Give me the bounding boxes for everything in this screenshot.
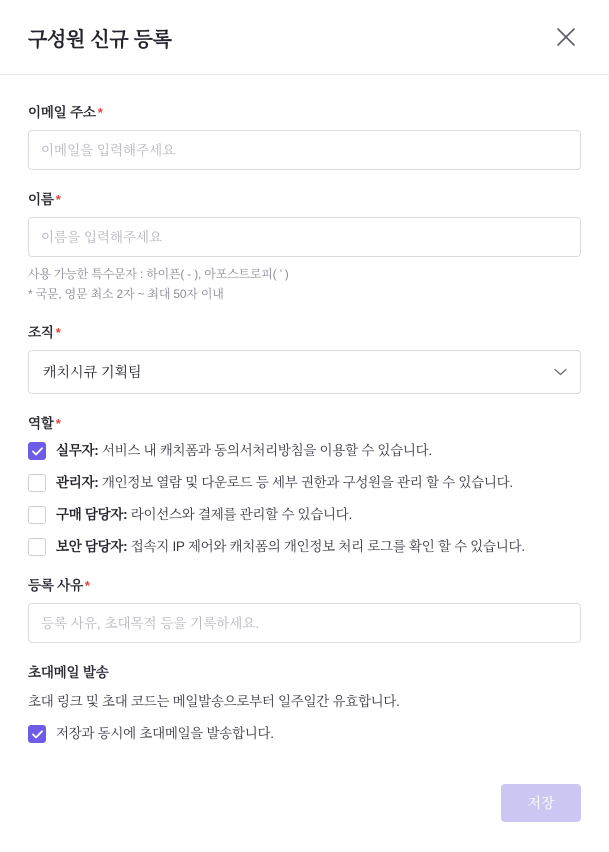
role-checkbox-admin[interactable] xyxy=(28,474,46,492)
organization-selected-value: 캐치시큐 기획팀 xyxy=(43,364,142,380)
organization-label xyxy=(28,321,581,341)
required-marker: * xyxy=(55,192,61,207)
name-label xyxy=(28,188,581,208)
role-checkbox-practitioner[interactable] xyxy=(28,442,46,460)
role-row-security[interactable] xyxy=(28,537,581,556)
role-desc-admin: 개인정보 열람 및 다운로드 등 세부 권한과 구성원을 관리 할 수 있습니다. xyxy=(98,475,513,490)
organization-select[interactable] xyxy=(28,350,581,394)
reason-input[interactable] xyxy=(28,603,581,643)
close-icon[interactable] xyxy=(551,22,581,52)
roles-label xyxy=(28,412,581,432)
required-marker: * xyxy=(84,578,90,593)
role-name-admin: 관리자: xyxy=(56,475,99,490)
name-hint-special-chars: 사용 가능한 특수문자 : 하이픈( - ), 아포스트로피( ’ ) xyxy=(28,267,289,281)
email-label-text: 이메일 주소 xyxy=(28,105,96,120)
reason-field-group xyxy=(28,574,581,643)
required-marker: * xyxy=(55,416,61,431)
roles-checkbox-group xyxy=(28,441,581,556)
name-label-text: 이름 xyxy=(28,192,54,207)
role-desc-practitioner: 서비스 내 캐치폼과 동의서처리방침을 이용할 수 있습니다. xyxy=(98,443,432,458)
role-name-practitioner: 실무자: xyxy=(56,443,99,458)
role-row-practitioner[interactable] xyxy=(28,441,581,460)
required-marker: * xyxy=(97,105,103,120)
organization-field-group xyxy=(28,321,581,394)
role-name-purchasing: 구매 담당자: xyxy=(56,507,128,522)
roles-label-text: 역할 xyxy=(28,416,54,431)
invite-mail-group xyxy=(28,661,581,743)
invite-mail-checkbox[interactable] xyxy=(28,725,46,743)
email-field-group xyxy=(28,101,581,170)
page-title: 구성원 신규 등록 xyxy=(28,28,172,51)
role-row-admin[interactable] xyxy=(28,473,581,492)
role-name-security: 보안 담당자: xyxy=(56,539,128,554)
save-button[interactable]: 저장 xyxy=(501,784,581,822)
role-desc-security: 접속지 IP 제어와 캐치폼의 개인정보 처리 로그를 확인 할 수 있습니다. xyxy=(127,539,525,554)
reason-label xyxy=(28,574,581,594)
reason-label-text: 등록 사유 xyxy=(28,578,83,593)
role-text-security xyxy=(56,537,525,556)
required-marker: * xyxy=(55,325,61,340)
email-input[interactable] xyxy=(28,130,581,170)
role-desc-purchasing: 라이선스와 결제를 관리할 수 있습니다. xyxy=(127,507,352,522)
organization-label-text: 조직 xyxy=(28,325,54,340)
invite-mail-row[interactable] xyxy=(28,724,581,743)
role-checkbox-purchasing[interactable] xyxy=(28,506,46,524)
role-text-practitioner xyxy=(56,441,432,460)
invite-mail-label: 초대메일 발송 xyxy=(28,665,109,680)
modal-header xyxy=(0,0,609,75)
name-hint-length: * 국문, 영문 최소 2자 ~ 최대 50자 이내 xyxy=(28,287,224,301)
role-text-purchasing xyxy=(56,505,352,524)
role-checkbox-security[interactable] xyxy=(28,538,46,556)
name-field-group xyxy=(28,188,581,303)
roles-field-group xyxy=(28,412,581,556)
modal-footer xyxy=(0,784,609,852)
role-row-purchasing[interactable] xyxy=(28,505,581,524)
invite-mail-description: 초대 링크 및 초대 코드는 메일발송으로부터 일주일간 유효합니다. xyxy=(28,694,400,709)
organization-select-wrap xyxy=(28,350,581,394)
email-label xyxy=(28,101,581,121)
role-text-admin xyxy=(56,473,513,492)
modal-body xyxy=(0,75,609,784)
name-input[interactable] xyxy=(28,217,581,257)
invite-mail-checkbox-label: 저장과 동시에 초대메일을 발송합니다. xyxy=(56,726,274,741)
